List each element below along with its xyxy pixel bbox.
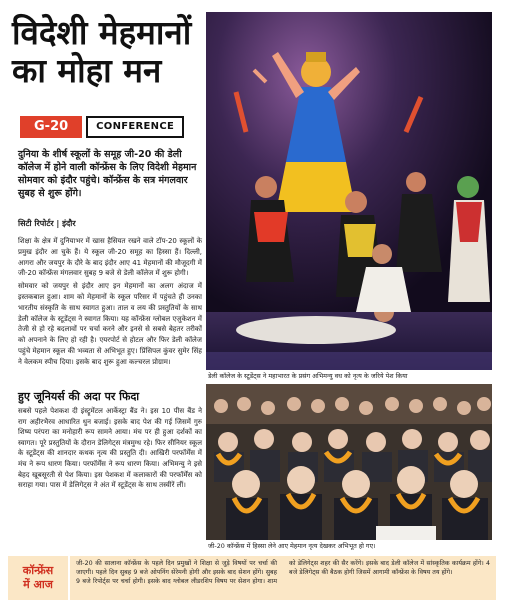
photo-1-caption: डेली कॉलेज के स्टूडेंट्स ने महाभारत के प्रसंग अभिमन्यु वध को नृत्य के जरिये पेश किया [206,370,492,382]
photo-2-caption: जी-20 कॉन्फ्रेंस में हिस्सा लेने आए मेहमान नृत्य देखकर अभिभूत हो गए। [208,542,376,550]
conference-today-label [8,556,70,600]
section-tags [20,116,184,138]
deck-text: दुनिया के शीर्ष स्कूलों के समूह जी-20 की डेली कॉलेज में होने वाली कॉन्फ्रेंस के लिए विदेशी मेहमान सोमवार को इंदौर पहुंचे। कॉन्फ्रेंस के सत्र मंगलवार सुबह से शुरू होंगे। [18,149,197,199]
headline [12,14,202,90]
dance-performance-illustration [206,12,492,370]
dance-performance-photo [206,12,492,370]
today-label-line-1: कॉन्फ्रेंस [22,564,54,577]
headline-line-1: विदेशी मेहमानों [12,13,192,52]
today-label-line-2: में आज [23,578,53,591]
byline: सिटी रिपोर्टर | इंदौर [18,219,76,228]
newspaper-page [4,8,502,608]
body-paragraph-1: शिक्षा के क्षेत्र में दुनियाभर में खास हैसियत रखने वाले टॉप-20 स्कूलों के प्रमुख इंदौर आ चुके हैं। ये स्कूल जी-20 समूह का हिस्सा हैं। दिल्ली, आगरा और जयपुर के दौरे के बाद इंदौर आए 41 मेहमानों की मौजूदगी में जी-20 कॉन्फ्रेंस मंगलवार सुबह 9 बजे से डेली कॉलेज में शुरू होगी। [18,237,202,278]
conference-today-box [8,556,496,600]
conference-tag: CONFERENCE [86,116,184,138]
body-paragraph-2: सोमवार को जयपुर से इंदौर आए इन मेहमानों का अलग अंदाज में इस्तकबाल हुआ। शाम को मेहमानों के स्कूल परिसर में पहुंचते ही उनका भारतीय संस्कृति के साथ स्वागत हुआ। ताल व लय की प्रस्तुतियों के साथ डेली कॉलेज के स्टूडेंट्स ने स्वागत किया। यह कॉन्फ्रेंस ग्लोबल एजुकेशन में तेजी से हो रहे बदलावों पर चर्चा करने और इनसे से सबसे बेहतर तरीकों को अपनाने के लिए हो रही है। एयरपोर्ट से होटल और फिर डेली कॉलेज पहुंचे मेहमान स्कूल की भव्यता से अभिभूत हुए। प्रिंसिपल कुंवर सुमेर सिंह ने वेलकम स्पीच दिया। इसके बाद शुरू हुआ कल्चरल प्रोग्राम। [18,282,202,366]
article-body [18,236,202,370]
subheading: हुए जूनियर्स की अदा पर फिदा [18,390,140,403]
headline-line-2: का मोहा मन [12,51,162,90]
g20-tag: G-20 [20,116,82,138]
audience-photo [206,384,492,540]
audience-illustration [206,384,492,540]
article-body-continued: सबसे पहले पेशकश दी इंस्ट्रूमेंटल आर्केस्ट्रा बैंड ने। इस 10 पीस बैंड ने राग अहीरभैरव आधारित धुन बजाई। इसके बाद पेश की गई जिसमें गुरु शिष्य परंपरा का मनोहारी रूप सामने आया। मंच पर ही हुआ दर्शकों का स्वागत। पूरे प्रस्तुतियों के दौरान डेलिगेट्स मंत्रमुग्ध रहे। फिर सीनियर स्कूल के स्टूडेंट्स की शानदार कथक नृत्य की प्रस्तुति दी। आखिरी परफॉर्मेंस में मंच ने रूप धारण किया। परफॉर्मेंस ने रूप धारण किया। अभिमन्यु ने इसे बेहद खूबसूरती से पेश किया। इस पेशकश में कलाकारों की परफॉर्मेंस को सराहा गया। पास में डेलिगेट्स ने अंत में स्टूडेंट्स के साथ तस्वीरें लीं। [18,407,202,490]
conference-today-text: जी-20 की सालाना कॉन्फ्रेंस के पहले दिन प्रमुखों ने शिक्षा से जुड़े विषयों पर चर्चा की जाएगी। पहले दिन सुबह 9 बजे ओपनिंग सेरेमनी होगी और इसके बाद सेशन होंगे। सुबह 9 बजे रिपोर्ट्स पर चर्चा होगी। इसके बाद ग्लोबल लीडरशिप विषय पर सेशन होगा। शाम को डेलिगेट्स शहर की सैर करेंगे। इसके बाद डेली कॉलेज में सांस्कृतिक कार्यक्रम होंगे। 4 बजे डेलिगेट्स की बैठक होगी जिसमें आगामी कॉन्फ्रेंस के विषय तय होंगे। [76,560,490,585]
